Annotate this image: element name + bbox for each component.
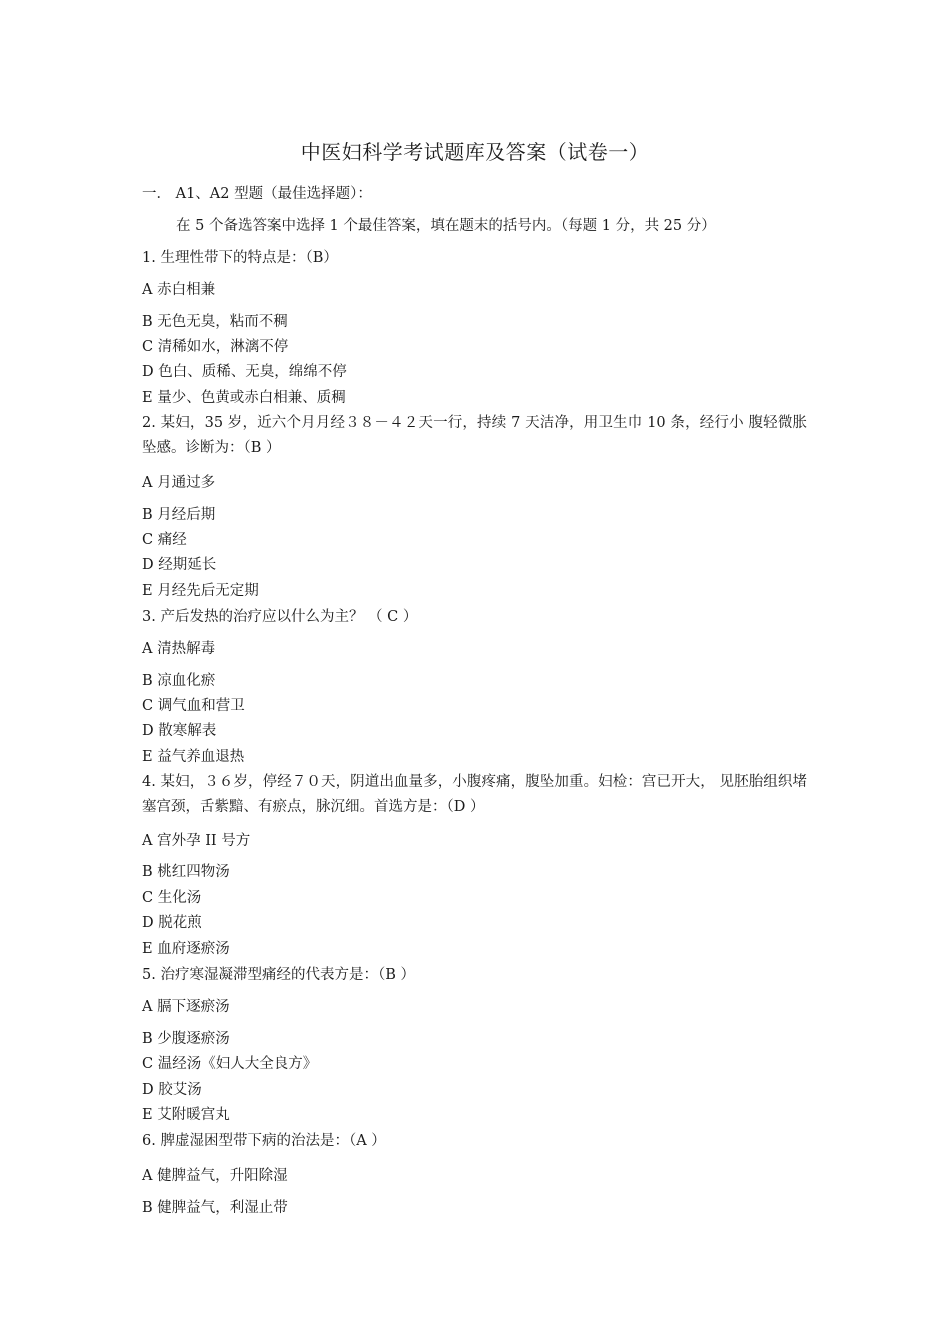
question-3-stem: 3. 产后发热的治疗应以什么为主？ （ C ） <box>142 609 418 625</box>
question-5-option-b: B 少腹逐瘀汤 <box>142 1031 230 1047</box>
question-4-option-c: C 生化汤 <box>142 890 202 906</box>
question-3-option-b: B 凉血化瘀 <box>142 673 216 689</box>
question-1-option-b: B 无色无臭，粘而不稠 <box>142 314 288 330</box>
question-4-option-e: E 血府逐瘀汤 <box>142 941 230 957</box>
question-1-option-e: E 量少、色黄或赤白相兼、质稠 <box>142 390 346 406</box>
question-2-option-a: A 月通过多 <box>142 475 216 491</box>
question-4-option-a: A 宫外孕 II 号方 <box>142 833 251 849</box>
section-heading: 一． A1、A2 型题（最佳选择题）： <box>142 186 372 202</box>
question-2-option-d: D 经期延长 <box>142 557 217 573</box>
question-5-option-d: D 胶艾汤 <box>142 1082 202 1098</box>
question-1-option-c: C 清稀如水，淋漓不停 <box>142 339 289 355</box>
question-1-option-d: D 色白、质稀、无臭，绵绵不停 <box>142 364 347 380</box>
question-3-option-d: D 散寒解表 <box>142 723 217 739</box>
question-3-option-e: E 益气养血退热 <box>142 749 245 765</box>
question-6-stem: 6. 脾虚湿困型带下病的治法是：（A ） <box>142 1133 386 1149</box>
question-4-option-b: B 桃红四物汤 <box>142 864 230 880</box>
question-2-option-b: B 月经后期 <box>142 507 216 523</box>
question-1-stem: 1. 生理性带下的特点是：（B） <box>142 250 338 266</box>
question-3-option-c: C 调气血和营卫 <box>142 698 245 714</box>
question-4-stem: 4. 某妇，３６岁，停经７０天，阴道出血量多，小腹疼痛，腹坠加重。妇检：宫已开大， 见胚胎组织堵塞宫颈，舌紫黯、有瘀点，脉沉细。首选方是：（D ） <box>142 774 807 815</box>
question-5-option-e: E 艾附暖宫丸 <box>142 1107 230 1123</box>
question-2-option-c: C 痛经 <box>142 532 187 548</box>
document-title: 中医妇科学考试题库及答案（试卷一） <box>300 140 650 164</box>
question-1-option-a: A 赤白相兼 <box>142 282 216 298</box>
question-5-option-c: C 温经汤《妇人大全良方》 <box>142 1056 318 1072</box>
question-2-stem: 2. 某妇，35 岁，近六个月月经３８－４２天一行，持续 7 天洁净，用卫生巾 10 条，经行小 腹轻微胀坠感。诊断为：（B ） <box>142 415 807 456</box>
question-6-option-b: B 健脾益气，利湿止带 <box>142 1200 288 1216</box>
question-6-option-a: A 健脾益气，升阳除湿 <box>142 1168 288 1184</box>
question-2-option-e: E 月经先后无定期 <box>142 583 259 599</box>
instruction-text: 在 5 个备选答案中选择 1 个最佳答案，填在题末的括号内。（每题 1 分，共 25 分） <box>176 218 716 234</box>
question-5-stem: 5. 治疗寒湿凝滞型痛经的代表方是：（B ） <box>142 967 415 983</box>
question-5-option-a: A 膈下逐瘀汤 <box>142 999 230 1015</box>
question-4-option-d: D 脱花煎 <box>142 915 202 931</box>
question-3-option-a: A 清热解毒 <box>142 641 216 657</box>
